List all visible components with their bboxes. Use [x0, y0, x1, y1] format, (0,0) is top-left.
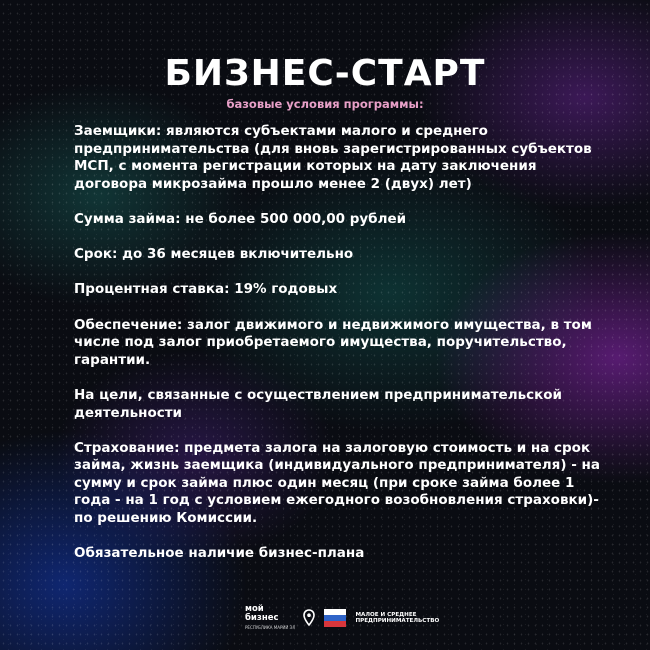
condition-business-plan: Обязательное наличие бизнес-плана [74, 545, 365, 562]
brand-line2: бизнес [245, 612, 279, 623]
moy-biznes-logo [245, 605, 295, 632]
page-title: БИЗНЕС-СТАРТ [164, 53, 486, 94]
condition-term: Срок: до 36 месяцев включительно [74, 246, 354, 263]
footer-logos [245, 603, 440, 633]
condition-loan-amount: Сумма займа: не более 500 000,00 рублей [74, 210, 407, 227]
condition-borrowers: Заемщики: являются субъектами малого и среднего предпринимательства (для вновь зарегистрированных субъектов МСП, с момента регистрации которых на дату заключения договора микрозайма прошло менее 2 (двух) лет) [74, 123, 592, 192]
national-projects-flag-icon [323, 606, 347, 630]
conditions-list [74, 123, 614, 580]
location-pin-icon [303, 609, 315, 627]
condition-interest-rate: Процентная ставка: 19% годовых [74, 281, 338, 298]
brand-line1: мой [245, 603, 264, 614]
brand-sub: РЕСПУБЛИКА МАРИЙ ЭЛ [245, 624, 296, 630]
condition-insurance: Страхование: предмета залога на залоговую стоимость и на срок займа, жизнь заемщика (индивидуального предпринимателя) - на сумму и срок займа плюс один месяц (при сроке займа более 1 года - на 1 год с условием ежегодного возобновления страховки)- по решению Комиссии. [74, 439, 600, 527]
page-subtitle: базовые условия программы: [226, 97, 424, 111]
national-project-label: МАЛОЕ И СРЕДНЕЕ ПРЕДПРИНИМАТЕЛЬСТВО [355, 611, 440, 624]
condition-purpose: На цели, связанные с осуществлением предпринимательской деятельности [74, 386, 563, 421]
condition-collateral: Обеспечение: залог движимого и недвижимого имущества, в том числе под залог приобретаемого имущества, поручительство, гарантии. [74, 316, 592, 368]
